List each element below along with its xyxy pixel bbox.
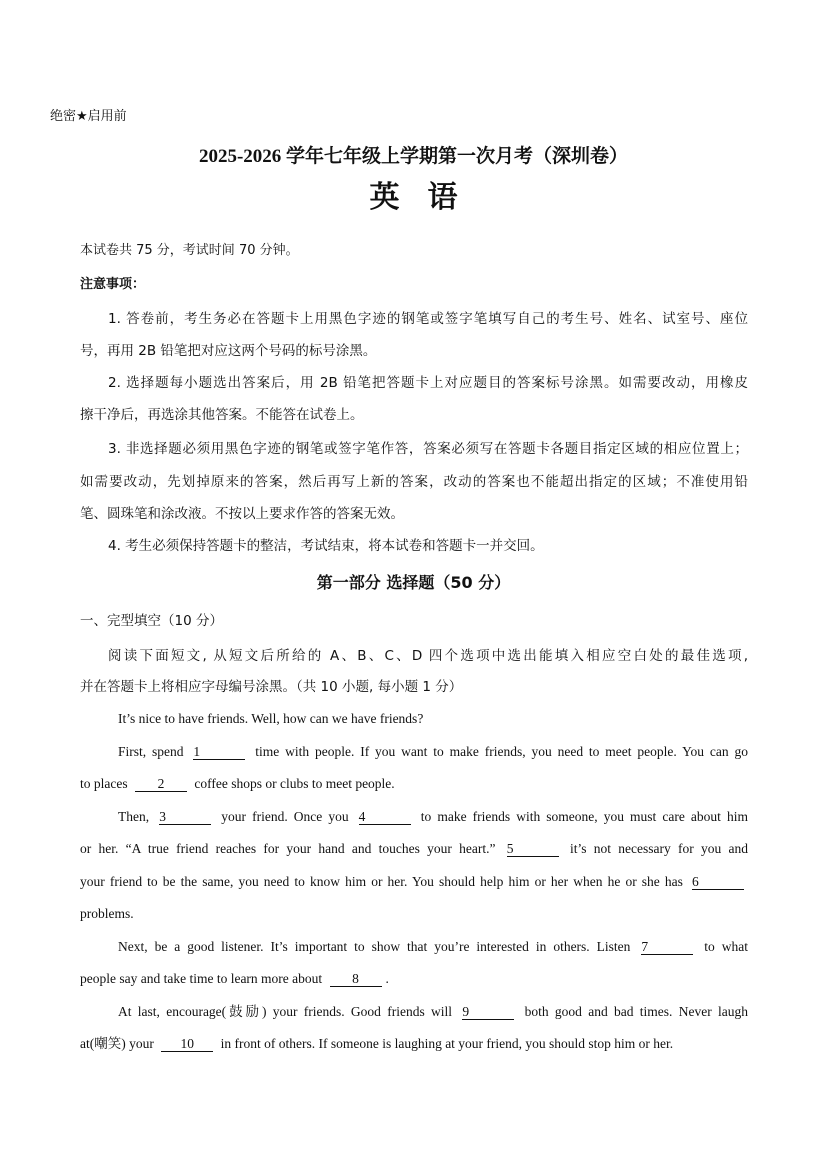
notice-line: 1. 答卷前，考生务必在答题卡上用黑色字迹的钢笔或签字笔填写自己的考生号、姓名、试室号、座位: [108, 311, 748, 327]
answer-blank: 10: [161, 1037, 213, 1052]
passage-line: [80, 775, 748, 793]
passage-line: [118, 743, 748, 761]
notice-heading: 注意事项：: [80, 277, 146, 292]
answer-blank: 8: [330, 972, 382, 987]
passage-line: [80, 1035, 748, 1053]
section-heading: 一、完型填空（10 分）: [80, 613, 223, 629]
answer-blank: 2: [135, 777, 187, 792]
passage-text: or her. “A true friend reaches for your hand and touches your heart.”: [80, 841, 503, 856]
passage-line: [80, 873, 748, 891]
notice-line: 号，再用 2B 铅笔把对应这两个号码的标号涂黑。: [80, 343, 377, 359]
passage-text: it’s not necessary for you and: [562, 841, 748, 856]
notice-line: 如需要改动，先划掉原来的答案，然后再写上新的答案，改动的答案也不能超出指定的区域；不准使用铅: [80, 474, 748, 490]
passage-line: [118, 938, 748, 956]
passage-text: to make friends with someone, you must care about him: [414, 809, 748, 824]
part-heading: 第一部分 选择题（50 分）: [316, 573, 511, 592]
instruction-line: 并在答题卡上将相应字母编号涂黑。（共 10 小题, 每小题 1 分）: [80, 679, 463, 695]
passage-text: to places: [80, 776, 131, 791]
answer-blank: 5: [507, 842, 559, 857]
notice-line: 3. 非选择题必须用黑色字迹的钢笔或签字笔作答，答案必须写在答题卡各题目指定区域的相应位置上；: [108, 441, 748, 457]
passage-text: It’s nice to have friends. Well, how can we have friends?: [118, 711, 424, 726]
passage-line: [80, 970, 748, 988]
answer-blank: 7: [641, 940, 693, 955]
answer-blank: 6: [692, 875, 744, 890]
passage-text: at(嘲笑) your: [80, 1036, 158, 1051]
notice-line: 4. 考生必须保持答题卡的整洁，考试结束，将本试卷和答题卡一并交回。: [108, 538, 544, 554]
passage-text: At last, encourage(鼓励) your friends. Good friends will: [118, 1004, 459, 1019]
passage-text: time with people. If you want to make friends, you need to meet people. You can go: [249, 744, 748, 759]
passage-text: First, spend: [118, 744, 190, 759]
passage-text: your friend to be the same, you need to know him or her. You should help him or her when he or she has: [80, 874, 688, 889]
subject-title: 英语: [369, 180, 486, 215]
answer-blank: 4: [359, 810, 411, 825]
passage-text: coffee shops or clubs to meet people.: [190, 776, 395, 791]
answer-blank: 1: [193, 745, 245, 760]
answer-blank: 9: [462, 1005, 514, 1020]
notice-line: 擦干净后，再选涂其他答案。不能答在试卷上。: [80, 407, 364, 423]
answer-blank: 3: [159, 810, 211, 825]
passage-line: [118, 808, 748, 826]
passage-line: [118, 710, 748, 728]
exam-summary: 本试卷共 75 分，考试时间 70 分钟。: [80, 243, 299, 258]
passage-line: [118, 1003, 748, 1021]
passage-text: problems.: [80, 906, 134, 921]
passage-text: .: [385, 971, 389, 986]
passage-text: your friend. Once you: [215, 809, 355, 824]
passage-line: [80, 840, 748, 858]
passage-text: Then,: [118, 809, 156, 824]
passage-text: to what: [697, 939, 748, 954]
passage-text: in front of others. If someone is laughing at your friend, you should stop him or her.: [217, 1036, 674, 1051]
exam-title: 2025-2026 学年七年级上学期第一次月考（深圳卷）: [198, 146, 629, 167]
notice-line: 笔、圆珠笔和涂改液。不按以上要求作答的答案无效。: [80, 506, 404, 522]
passage-text: both good and bad times. Never laugh: [518, 1004, 748, 1019]
confidential-label: 绝密★启用前: [50, 109, 127, 124]
passage-text: Next, be a good listener. It’s important to show that you’re interested in others. Listen: [118, 939, 638, 954]
notice-line: 2. 选择题每小题选出答案后，用 2B 铅笔把答题卡上对应题目的答案标号涂黑。如需要改动，用橡皮: [108, 375, 748, 391]
passage-text: people say and take time to learn more about: [80, 971, 326, 986]
instruction-line: 阅读下面短文, 从短文后所给的 A、B、C、D 四个选项中选出能填入相应空白处的最佳选项,: [108, 648, 748, 664]
passage-line: [80, 905, 748, 923]
